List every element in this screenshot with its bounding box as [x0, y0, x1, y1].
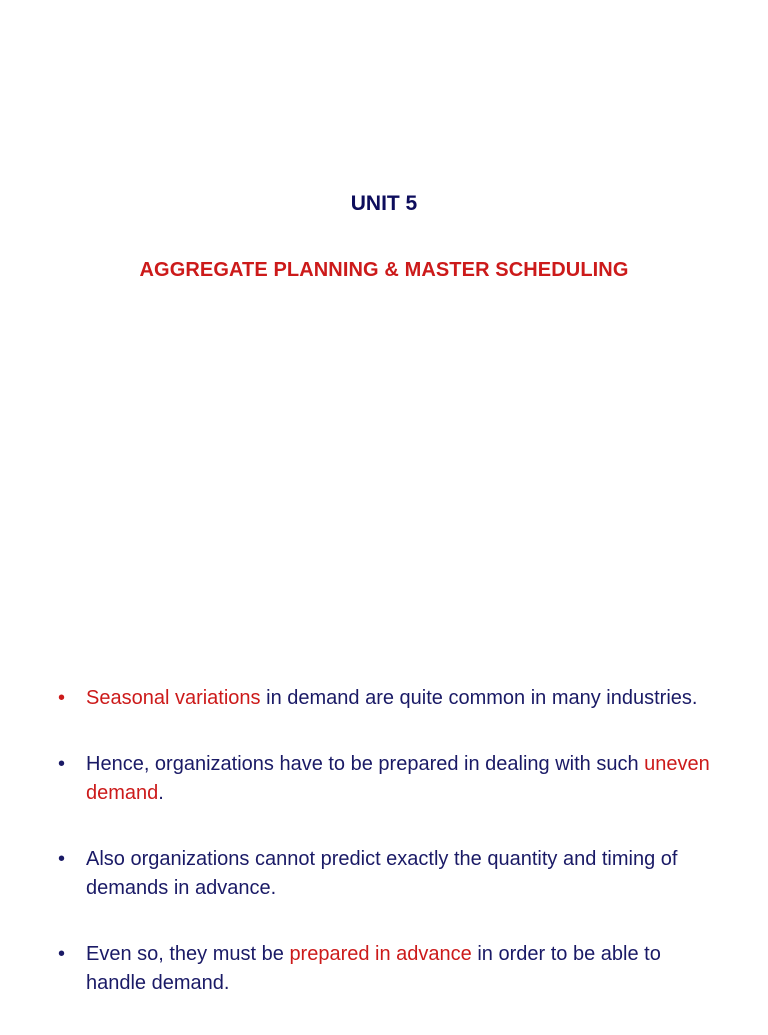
bullet-highlight: Seasonal variations — [86, 687, 261, 709]
bullet-list — [58, 684, 718, 1035]
bullet-item — [58, 750, 718, 808]
bullet-text: Hence, organizations have to be prepared in dealing with such — [86, 753, 645, 775]
unit-label: UNIT 5 — [350, 192, 418, 215]
content-slide — [0, 640, 768, 1024]
bullet-text: in demand are quite common in many industries. — [260, 687, 698, 709]
bullet-highlight: uneven demand — [86, 753, 710, 804]
bullet-dot-icon: • — [58, 848, 66, 870]
bullet-highlight: prepared in advance — [289, 943, 472, 965]
bullet-item — [58, 845, 718, 903]
bullet-dot-icon: • — [58, 687, 66, 709]
bullet-text: in order to be able to handle demand. — [86, 943, 661, 994]
bullet-item — [58, 940, 718, 998]
bullet-text: Even so, they must be — [86, 943, 290, 965]
bullet-dot-icon: • — [58, 753, 66, 775]
bullet-item — [58, 684, 718, 713]
slide-title: AGGREGATE PLANNING & MASTER SCHEDULING — [139, 259, 629, 281]
bullet-dot-icon: • — [58, 943, 66, 965]
bullet-text: . — [158, 782, 164, 804]
bullet-text: Also organizations cannot predict exactly the quantity and timing of demands in advance. — [86, 848, 678, 899]
